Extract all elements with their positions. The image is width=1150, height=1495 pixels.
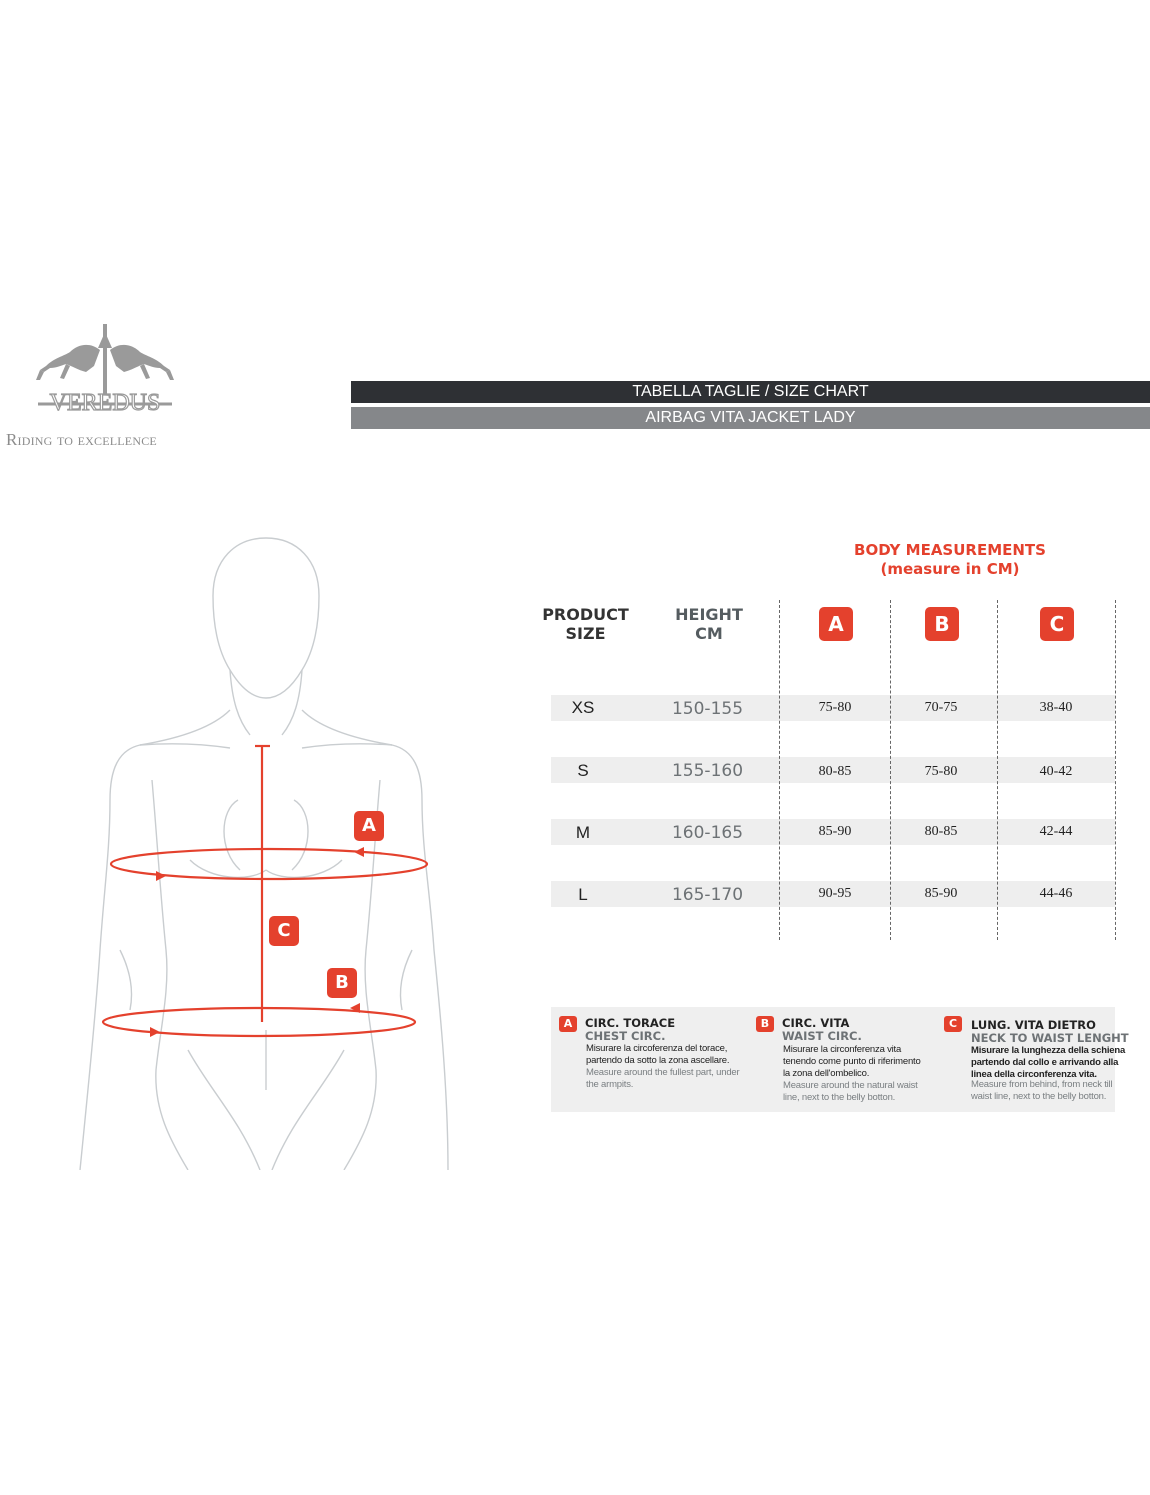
column-header-size-line1: PRODUCT: [542, 605, 629, 624]
legend-c-text-it: [971, 1045, 1125, 1081]
body-measurements-heading: [850, 541, 1050, 579]
cell-b: 70-75: [924, 700, 958, 715]
legend-c-badge: C: [944, 1016, 962, 1032]
legend-b-text-it: [783, 1044, 921, 1080]
column-header-height: [664, 605, 754, 643]
cell-c: 44-46: [1039, 886, 1073, 901]
body-figure: [70, 530, 490, 1170]
column-header-b-badge: B: [925, 607, 959, 641]
cell-size: M: [575, 823, 591, 842]
product-name-bar: AIRBAG VITA JACKET LADY: [351, 407, 1150, 429]
column-header-height-line1: HEIGHT: [675, 605, 743, 624]
legend-a-it-line: Misurare la circoferenza del torace,: [586, 1043, 728, 1054]
legend-b-it-line: tenendo come punto di riferimento: [783, 1056, 921, 1067]
cell-height: 160-165: [671, 823, 744, 843]
legend-a-subtitle: CHEST CIRC.: [585, 1029, 666, 1043]
horse-logo-icon: [30, 322, 180, 414]
column-divider: [779, 600, 780, 940]
cell-b: 85-90: [924, 886, 958, 901]
cell-b: 80-85: [924, 824, 958, 839]
legend-b-en-line: Measure around the natural waist: [783, 1080, 918, 1091]
brand-logo: [30, 322, 180, 414]
cell-a: 85-90: [818, 824, 852, 839]
chart-title-bar: TABELLA TAGLIE / SIZE CHART: [351, 381, 1150, 403]
female-silhouette-icon: [70, 530, 490, 1170]
column-header-a-badge: A: [819, 607, 853, 641]
legend-a-text-en: [586, 1067, 739, 1091]
cell-c: 40-42: [1039, 764, 1073, 779]
legend-c-en-line: Measure from behind, from neck till: [971, 1079, 1113, 1090]
figure-label-c: C: [269, 916, 299, 946]
legend-a-title: CIRC. TORACE: [585, 1016, 676, 1030]
cell-a: 75-80: [818, 700, 852, 715]
legend-a-text-it: [586, 1043, 729, 1067]
cell-a: 90-95: [818, 886, 852, 901]
column-divider: [1115, 600, 1116, 940]
body-measurements-unit: (measure in CM): [880, 560, 1020, 578]
legend-b-badge: B: [756, 1016, 774, 1032]
figure-label-b: B: [327, 968, 357, 998]
cell-height: 165-170: [671, 885, 744, 905]
column-header-size-line2: SIZE: [565, 624, 606, 643]
legend-c-it-line: Misurare la lunghezza della schiena: [971, 1045, 1126, 1056]
legend-a-badge: A: [559, 1016, 577, 1032]
column-divider: [890, 600, 891, 940]
legend-b-title: CIRC. VITA: [782, 1016, 850, 1030]
brand-tagline: Riding to excellence: [6, 430, 157, 449]
legend-b-text-en: [783, 1080, 918, 1104]
cell-b: 75-80: [924, 764, 958, 779]
column-header-height-line2: CM: [695, 624, 723, 643]
legend-a-it-line: partendo da sotto la zona ascellare.: [586, 1055, 730, 1066]
cell-size: L: [578, 885, 588, 904]
cell-c: 38-40: [1039, 700, 1073, 715]
legend-c-en-line: waist line, next to the belly botton.: [971, 1091, 1107, 1102]
column-divider: [997, 600, 998, 940]
legend-c-it-line: partendo dal collo e arrivando alla: [971, 1057, 1119, 1068]
legend-a-en-line: Measure around the fullest part, under: [586, 1067, 740, 1078]
column-header-size: [538, 605, 633, 643]
cell-c: 42-44: [1039, 824, 1073, 839]
legend-b-en-line: line, next to the belly botton.: [783, 1092, 896, 1103]
cell-height: 155-160: [671, 761, 744, 781]
column-header-c-badge: C: [1040, 607, 1074, 641]
legend-a-en-line: the armpits.: [586, 1079, 634, 1090]
legend-c-it-line: linea della circonferenza vita.: [971, 1069, 1097, 1080]
cell-size: S: [577, 761, 589, 780]
legend-b-it-line: Misurare la circonferenza vita: [783, 1044, 902, 1055]
figure-label-a: A: [354, 811, 384, 841]
legend-c-title: LUNG. VITA DIETRO: [971, 1018, 1096, 1032]
cell-size: XS: [571, 698, 595, 717]
logo-wordmark: VEREDUS: [49, 390, 161, 414]
legend-c-text-en: [971, 1079, 1112, 1103]
cell-a: 80-85: [818, 764, 852, 779]
legend-b-subtitle: WAIST CIRC.: [782, 1029, 862, 1043]
legend-c-subtitle: NECK TO WAIST LENGHT: [971, 1031, 1129, 1045]
cell-height: 150-155: [671, 699, 744, 719]
legend-b-it-line: la zona dell'ombelico.: [783, 1068, 870, 1079]
body-measurements-title: BODY MEASUREMENTS: [854, 541, 1046, 559]
